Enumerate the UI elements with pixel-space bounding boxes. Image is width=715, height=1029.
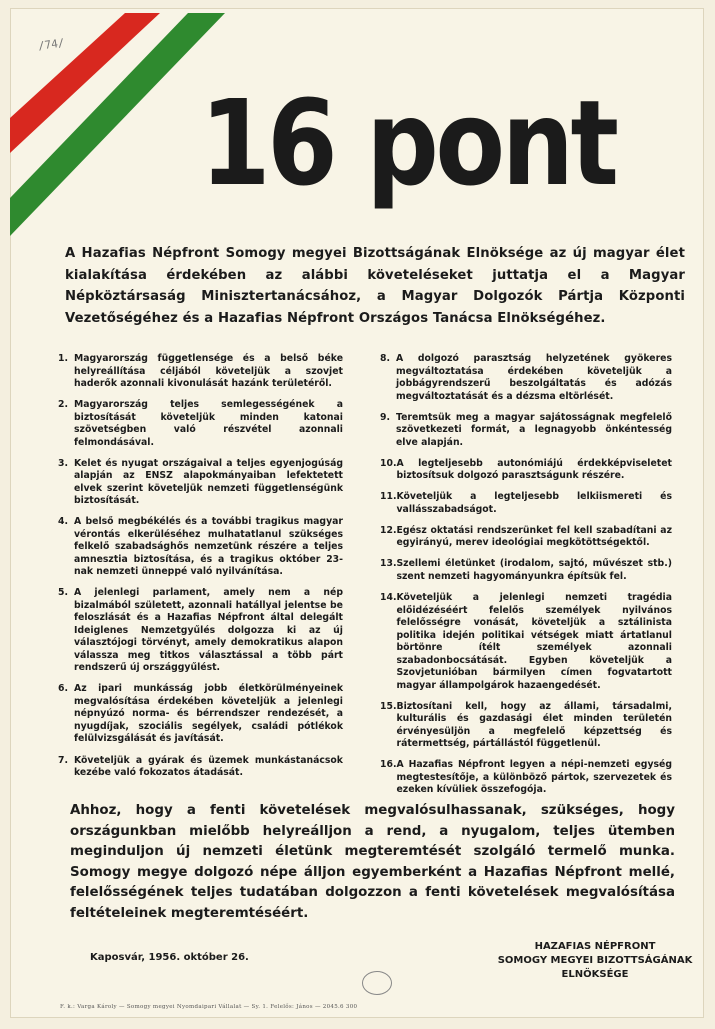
point-number: 15.	[380, 700, 397, 712]
point-item	[58, 353, 343, 391]
point-item	[58, 755, 343, 780]
intro-paragraph: A Hazafias Népfront Somogy megyei Bizottságának Elnöksége az új magyar élet kialakítása érdekében az alábbi követeléseket juttatja el a Magyar Népköztársaság Minisztertanácsához, a Magyar Dolgozók Pártja Központi Vezetőségéhez és a Hazafias Népfront Országos Tanácsa Elnökségéhez.	[65, 246, 685, 326]
point-number: 8.	[380, 353, 391, 364]
point-text: Egész oktatási rendszerünket fel kell szabadítani az egyirányú, merev ideológiai megkötöttségektől.	[396, 524, 672, 549]
point-number: 7.	[58, 754, 69, 766]
signature-line-2: SOMOGY MEGYEI BIZOTTSÁGÁNAK	[497, 955, 693, 966]
points-left-column	[58, 353, 343, 788]
point-number: 14.	[380, 592, 397, 604]
poster-sheet	[10, 8, 704, 1018]
point-item	[380, 558, 672, 583]
point-number: 4.	[58, 516, 69, 528]
point-item	[58, 399, 343, 449]
point-text: Biztosítani kell, hogy az állami, társadalmi, kulturális és gazdasági élet minden területén érvényesüljön a megfelelő képzettség és rátermettség, pártállástól függetlenül.	[396, 700, 672, 750]
point-item	[58, 516, 343, 579]
point-text: Az ipari munkásság jobb életkörülményeinek megvalósítása érdekében követeljük a jelenlegi népnyúzó norma- és bérrendszer rendezését, a nyugdíjak, szociális segélyek, családi pótlékok felülvizsgálását és javítását.	[74, 683, 343, 745]
point-item	[380, 353, 672, 403]
point-item	[380, 701, 672, 751]
point-number: 10.	[380, 457, 397, 469]
point-item	[380, 491, 672, 516]
point-number: 12.	[380, 524, 397, 536]
point-text: Követeljük a jelenlegi nemzeti tragédia előidézéséért felelős személyek nyilvános felelősségre vonását, követeljük a sztálinista politika idején politikai vétségek miatt ártatlanul börtönre ítélt személyek azonnali szabadonbocsátását. Egyben követeljük a Szovjetunióban bármilyen címen fogvatartott magyar állampolgárok hazaengedését.	[396, 592, 672, 691]
place-date: Kaposvár, 1956. október 26.	[90, 952, 249, 963]
point-text: A belső megbékélés és a további tragikus magyar vérontás elkerüléséhez mulhatatlanul szükséges felkelő szabadsághős nemzetünk részére a teljes amnesztia biztosítása, és a tragikus október 23-nak nemzeti ünneppé való nyilvánítása.	[74, 516, 343, 578]
point-number: 13.	[380, 558, 397, 570]
point-item	[58, 683, 343, 746]
point-text: Követeljük a gyárak és üzemek munkástanácsok kezébe való fokozatos átadását.	[74, 754, 343, 779]
point-item	[58, 587, 343, 675]
signature-block	[480, 940, 710, 982]
point-item	[380, 458, 672, 483]
point-item	[380, 759, 672, 797]
point-text: Teremtsük meg a magyar sajátosságnak megfelelő szövetkezeti formát, a legnagyobb önkéntesség elve alapján.	[396, 411, 672, 448]
point-number: 9.	[380, 411, 391, 423]
point-number: 11.	[380, 491, 397, 503]
point-number: 1.	[58, 353, 69, 364]
point-text: Magyarország teljes semlegességének a biztosítását követeljük minden katonai szövetségben való részvétel azonnali felmondásával.	[74, 399, 343, 448]
closing-paragraph: Ahhoz, hogy a fenti követelések megvalósulhassanak, szükséges, hogy országunkban mielőbb helyreálljon a rend, a nyugalom, teljes ütemben meginduljon új nemzeti életünk megteremtését szolgáló termelő munka. Somogy megye dolgozó népe álljon egyemberként a Hazafias Népfront mellé, felelősségének teljes tudatában dolgozzon a fenti követelések megvalósítása feltételeinek megteremtéséért.	[70, 803, 675, 921]
point-number: 6.	[58, 683, 69, 695]
point-text: Szellemi életünket (irodalom, sajtó, művészet stb.) szent nemzeti hagyományunkra építsük fel.	[396, 558, 672, 582]
signature-line-1: HAZAFIAS NÉPFRONT	[534, 941, 656, 952]
point-number: 3.	[58, 457, 69, 469]
point-item	[58, 458, 343, 508]
point-number: 5.	[58, 587, 69, 599]
point-text: A legteljesebb autonómiájú érdekképviseletet biztosítsuk dolgozó parasztságunk részére.	[396, 457, 672, 482]
printer-imprint: F. k.: Varga Károly — Somogy megyei Nyomdaipari Vállalat — Sy. 1. Felelős: János — 2045.6 300	[60, 1004, 358, 1010]
point-text: Kelet és nyugat országaival a teljes egyenjogúság alapján az ENSZ alapokmányaiban lefektetett elvek szerint követeljük nemzeti függetlenségünk biztosítását.	[74, 457, 343, 507]
point-item	[380, 525, 672, 550]
point-text: Magyarország függetlensége és a belső béke helyreállítása céljából követeljük a szovjet haderők azonnali kivonulását hazánk területéről.	[74, 353, 343, 389]
point-text: A jelenlegi parlament, amely nem a nép bizalmából született, azonnali hatállyal jelentse be feloszlását és a Hazafias Népfront által delegált Ideiglenes Nemzetgyűlés dolgozza ki az új választójogi törvényt, amely demokratikus alapon válassza meg titkos választással a több párt rendszerű új országgyűlést.	[74, 587, 343, 674]
point-number: 2.	[58, 399, 69, 411]
point-text: A dolgozó parasztság helyzetének gyökeres megváltoztatása érdekében követeljük a jobbágyrendszerű beszolgáltatás és adózás megváltoztatását és a dézsma eltörlését.	[396, 353, 672, 402]
point-text: A Hazafias Népfront legyen a népi-nemzeti egység megtestesítője, a különböző pártok, szervezetek és ezeken kívüliek összefogója.	[396, 759, 672, 796]
point-number: 16.	[380, 759, 397, 771]
signature-line-3: ELNÖKSÉGE	[561, 969, 629, 980]
stamp-mark	[362, 971, 392, 995]
point-text: Követeljük a legteljesebb lelkiismereti és vallásszabadságot.	[396, 491, 672, 515]
handwritten-annotation: /74/	[37, 36, 66, 53]
point-item	[380, 592, 672, 692]
poster-title: 16 pont	[200, 74, 616, 212]
points-right-column	[380, 353, 672, 805]
point-item	[380, 412, 672, 450]
